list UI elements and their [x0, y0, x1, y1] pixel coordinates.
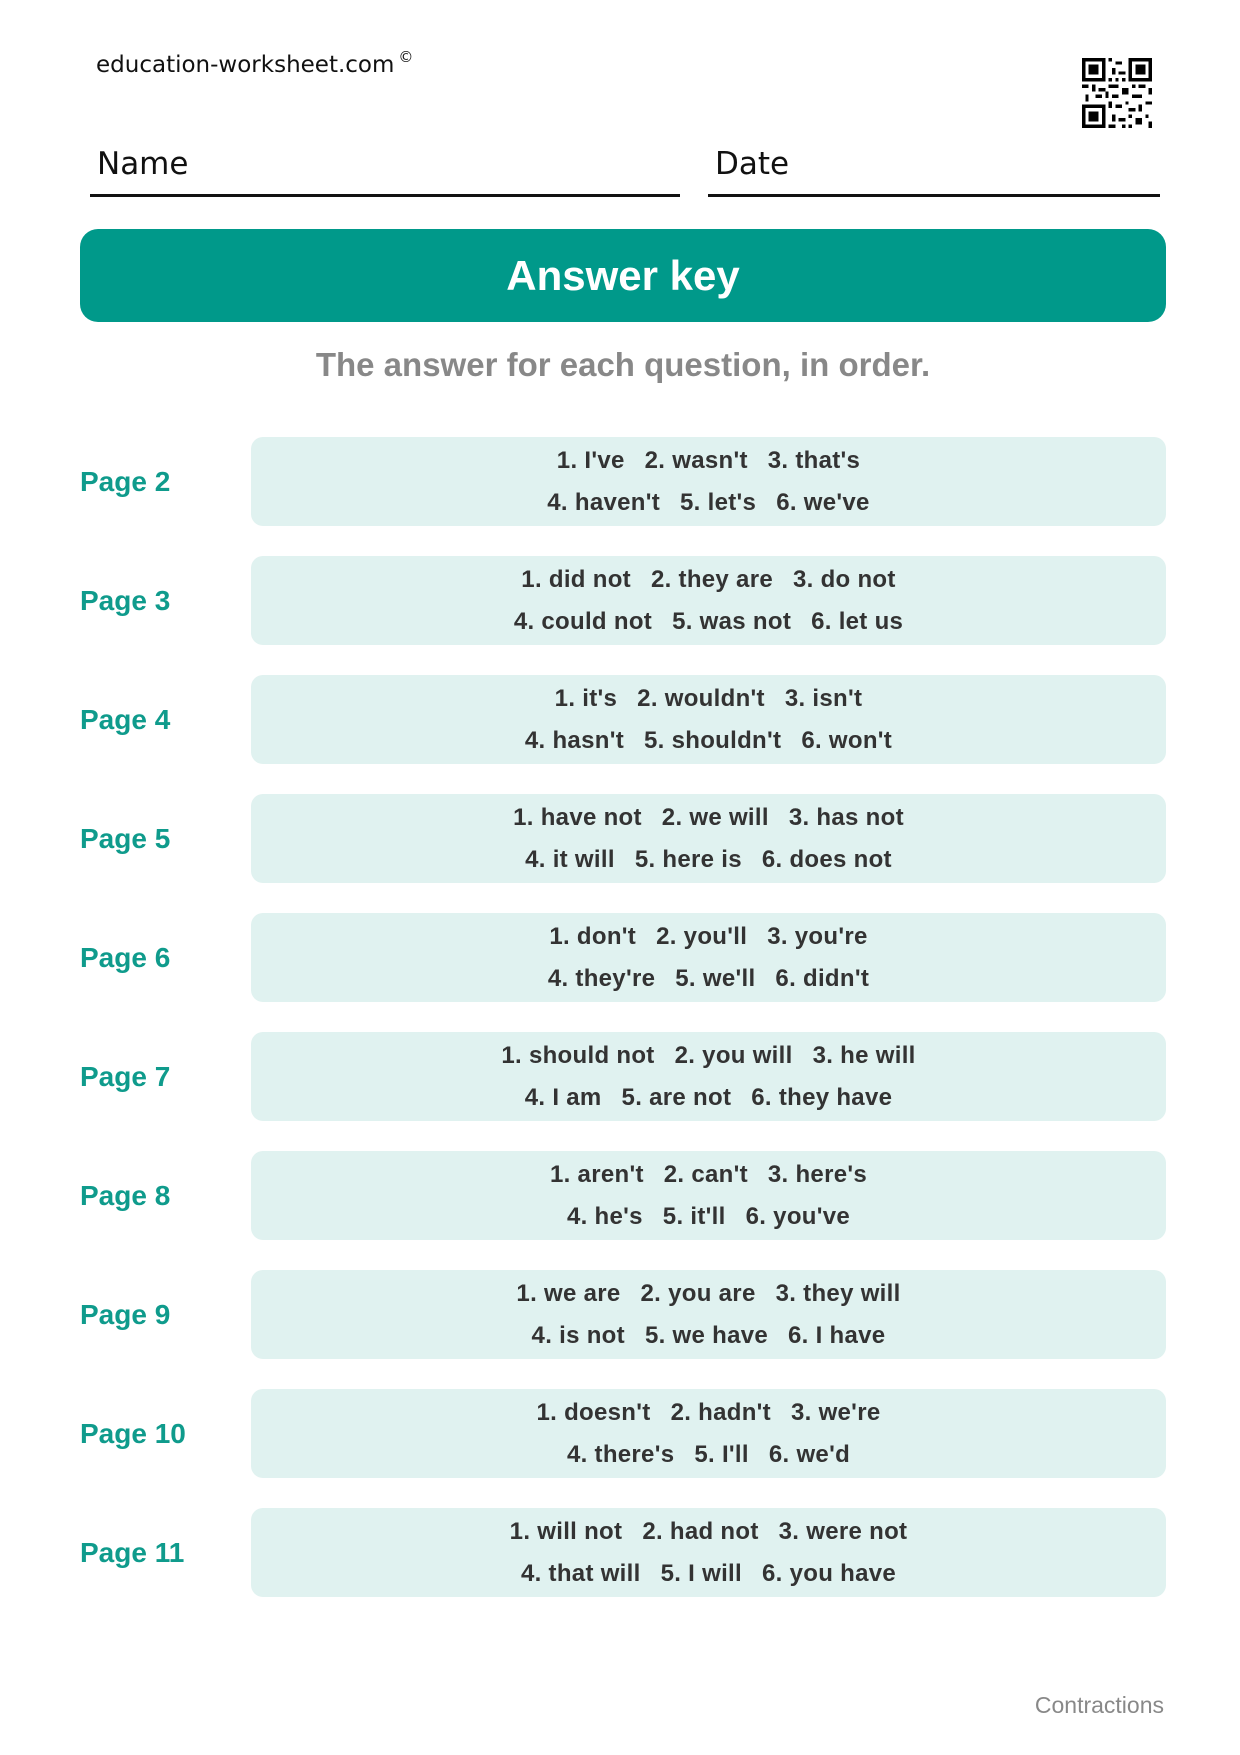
answer-row-page-2 [80, 437, 1166, 526]
answer-item: 4. could not [513, 607, 653, 635]
page-label: Page 6 [80, 942, 171, 973]
answer-row-page-4 [80, 675, 1166, 764]
answer-line [511, 559, 905, 601]
page-label: Page 4 [80, 704, 171, 735]
page-label: Page 9 [80, 1299, 171, 1330]
answer-item: 1. did not [521, 565, 631, 593]
answer-item: 5. here is [634, 845, 742, 873]
answer-item: 5. I will [660, 1559, 742, 1587]
answer-line [515, 720, 902, 762]
answer-line [506, 1273, 910, 1315]
answer-item: 3. has not [788, 803, 904, 831]
answer-item: 4. that will [520, 1559, 641, 1587]
answer-line [504, 601, 913, 643]
answer-item: 1. don't [549, 922, 637, 950]
answer-item: 4. they're [547, 964, 656, 992]
answer-item: 1. I've [556, 446, 625, 474]
answer-line [538, 958, 879, 1000]
answer-list [80, 437, 1166, 1627]
answer-item: 2. they are [650, 565, 773, 593]
answer-item: 1. have not [513, 803, 642, 831]
answer-item: 6. we've [776, 488, 870, 516]
answer-item: 1. should not [501, 1041, 655, 1069]
date-field[interactable] [708, 140, 1160, 197]
answer-box [251, 437, 1166, 526]
answer-item: 5. I'll [694, 1440, 749, 1468]
answer-item: 5. we'll [675, 964, 756, 992]
answer-line [545, 678, 873, 720]
answer-item: 3. were not [778, 1517, 908, 1545]
answer-row-page-10 [80, 1389, 1166, 1478]
answer-item: 6. let us [811, 607, 904, 635]
answer-line [515, 839, 902, 881]
answer-box [251, 794, 1166, 883]
page-label: Page 11 [80, 1537, 185, 1568]
page-label: Page 7 [80, 1061, 171, 1092]
answer-item: 3. do not [793, 565, 896, 593]
answer-box [251, 675, 1166, 764]
answer-item: 2. can't [663, 1160, 748, 1188]
answer-item: 2. wouldn't [637, 684, 765, 712]
site-url: education-worksheet.com [96, 52, 395, 78]
answer-item: 6. does not [761, 845, 892, 873]
answer-row-page-5 [80, 794, 1166, 883]
answer-row-page-9 [80, 1270, 1166, 1359]
answer-line [491, 1035, 925, 1077]
answer-line [515, 1077, 903, 1119]
answer-line [557, 1196, 860, 1238]
answer-item: 6. didn't [775, 964, 870, 992]
answer-line [522, 1315, 896, 1357]
answer-item: 5. let's [680, 488, 757, 516]
answer-line [537, 482, 879, 524]
answer-item: 6. you've [745, 1202, 851, 1230]
answer-item: 4. hasn't [524, 726, 624, 754]
answer-item: 4. haven't [547, 488, 661, 516]
answer-line [503, 797, 914, 839]
answer-item: 4. there's [566, 1440, 675, 1468]
answer-box [251, 1389, 1166, 1478]
answer-item: 1. doesn't [536, 1398, 651, 1426]
answer-item: 6. we'd [768, 1440, 851, 1468]
answer-box [251, 1270, 1166, 1359]
page-label: Page 2 [80, 466, 171, 497]
answer-row-page-8 [80, 1151, 1166, 1240]
answer-item: 4. he's [566, 1202, 643, 1230]
page-label: Page 3 [80, 585, 171, 616]
answer-line [511, 1553, 906, 1595]
answer-key-banner [80, 229, 1166, 322]
name-label: Name [97, 146, 189, 182]
answer-item: 3. isn't [784, 684, 863, 712]
answer-row-page-11 [80, 1508, 1166, 1597]
answer-item: 5. we have [644, 1321, 769, 1349]
answer-item: 2. wasn't [644, 446, 748, 474]
answer-item: 4. it will [525, 845, 615, 873]
answer-box [251, 1032, 1166, 1121]
answer-item: 5. are not [621, 1083, 732, 1111]
page-label: Page 10 [80, 1418, 186, 1449]
page-label: Page 5 [80, 823, 171, 854]
answer-line [500, 1511, 918, 1553]
answer-item: 2. you'll [656, 922, 748, 950]
page-title: Answer key [506, 251, 740, 299]
answer-item: 2. you will [674, 1041, 793, 1069]
answer-item: 3. we're [790, 1398, 881, 1426]
answer-item: 5. it'll [662, 1202, 726, 1230]
answer-item: 3. here's [767, 1160, 868, 1188]
answer-row-page-6 [80, 913, 1166, 1002]
answer-line [540, 1154, 877, 1196]
answer-line [539, 916, 877, 958]
answer-item: 3. that's [767, 446, 861, 474]
answer-box [251, 556, 1166, 645]
answer-box [251, 913, 1166, 1002]
answer-item: 1. it's [554, 684, 618, 712]
answer-item: 2. had not [642, 1517, 759, 1545]
answer-item: 1. aren't [549, 1160, 644, 1188]
answer-line [547, 440, 870, 482]
worksheet-topic: Contractions [1034, 1692, 1164, 1718]
name-field[interactable] [90, 140, 680, 197]
subtitle: The answer for each question, in order. [315, 346, 931, 383]
copyright-symbol: © [398, 48, 414, 66]
answer-item: 1. will not [509, 1517, 623, 1545]
date-label: Date [715, 146, 790, 182]
answer-item: 5. was not [672, 607, 792, 635]
answer-item: 3. you're [767, 922, 868, 950]
answer-item: 6. won't [801, 726, 893, 754]
answer-line [527, 1392, 891, 1434]
answer-item: 6. I have [788, 1321, 886, 1349]
answer-item: 2. hadn't [670, 1398, 771, 1426]
answer-item: 6. they have [751, 1083, 893, 1111]
answer-row-page-3 [80, 556, 1166, 645]
answer-item: 6. you have [762, 1559, 897, 1587]
answer-row-page-7 [80, 1032, 1166, 1121]
answer-item: 1. we are [516, 1279, 621, 1307]
answer-item: 2. you are [640, 1279, 756, 1307]
answer-item: 2. we will [661, 803, 769, 831]
qr-code-icon [1082, 58, 1152, 128]
answer-box [251, 1151, 1166, 1240]
answer-item: 4. I am [524, 1083, 602, 1111]
site-name [96, 48, 413, 78]
answer-item: 3. he will [812, 1041, 916, 1069]
answer-item: 3. they will [775, 1279, 901, 1307]
page-label: Page 8 [80, 1180, 171, 1211]
answer-line [557, 1434, 860, 1476]
answer-box [251, 1508, 1166, 1597]
answer-item: 4. is not [531, 1321, 625, 1349]
answer-item: 5. shouldn't [644, 726, 782, 754]
